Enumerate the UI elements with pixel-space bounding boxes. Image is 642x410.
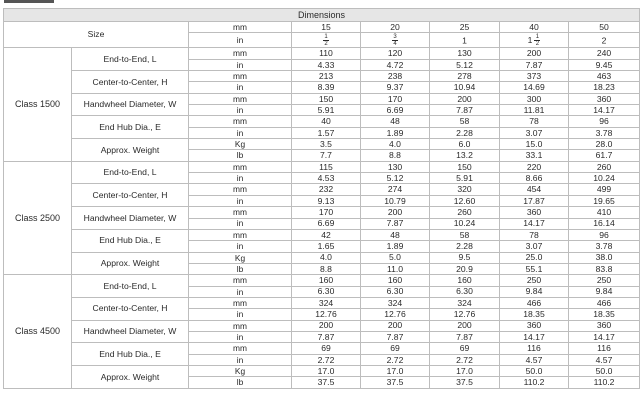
value-cell: 410 [569, 207, 640, 218]
size-in-fraction [534, 34, 540, 47]
value-cell: 9.45 [569, 59, 640, 70]
property-label: Center-to-Center, H [72, 71, 189, 94]
value-cell: 13.2 [430, 150, 500, 161]
value-cell: 5.0 [361, 252, 430, 263]
value-cell: 15.0 [500, 139, 569, 150]
unit-cell: mm [189, 229, 292, 240]
value-cell: 6.30 [430, 286, 500, 297]
value-cell: 250 [500, 275, 569, 286]
value-cell: 14.69 [500, 82, 569, 93]
value-cell: 200 [430, 93, 500, 104]
value-cell: 14.17 [500, 331, 569, 342]
value-cell: 466 [500, 297, 569, 308]
value-cell: 5.91 [430, 173, 500, 184]
unit-cell: in [189, 354, 292, 365]
unit-cell: in [189, 59, 292, 70]
size-unit-in: in [189, 33, 292, 48]
value-cell: 8.8 [292, 263, 361, 274]
value-cell: 37.5 [361, 377, 430, 388]
property-label: End-to-End, L [72, 161, 189, 184]
value-cell: 58 [430, 229, 500, 240]
value-cell: 18.35 [569, 309, 640, 320]
value-cell: 14.17 [569, 105, 640, 116]
value-cell: 3.78 [569, 241, 640, 252]
value-cell: 14.17 [500, 218, 569, 229]
value-cell: 160 [292, 275, 361, 286]
property-label: Handwheel Diameter, W [72, 93, 189, 116]
value-cell: 10.79 [361, 195, 430, 206]
value-cell: 238 [361, 71, 430, 82]
value-cell: 55.1 [500, 263, 569, 274]
value-cell: 160 [430, 275, 500, 286]
unit-cell: lb [189, 150, 292, 161]
value-cell: 454 [500, 184, 569, 195]
table-row [4, 252, 640, 263]
size-unit-mm: mm [189, 22, 292, 33]
value-cell: 6.69 [292, 218, 361, 229]
unit-cell: in [189, 241, 292, 252]
value-cell: 170 [361, 93, 430, 104]
unit-cell: in [189, 195, 292, 206]
size-in-whole: 2 [601, 35, 607, 46]
value-cell: 6.30 [361, 286, 430, 297]
fraction-denominator: 2 [324, 40, 328, 47]
property-label: Center-to-Center, H [72, 297, 189, 320]
value-cell: 240 [569, 48, 640, 59]
property-label: End-to-End, L [72, 275, 189, 298]
dimensions-table [3, 8, 640, 389]
value-cell: 320 [430, 184, 500, 195]
value-cell: 7.87 [430, 105, 500, 116]
value-cell: 12.60 [430, 195, 500, 206]
unit-cell: Kg [189, 252, 292, 263]
size-in-fraction [323, 34, 329, 47]
unit-cell: mm [189, 343, 292, 354]
value-cell: 40 [292, 116, 361, 127]
value-cell: 7.87 [430, 331, 500, 342]
size-mm-cell: 50 [569, 22, 640, 33]
value-cell: 61.7 [569, 150, 640, 161]
value-cell: 324 [292, 297, 361, 308]
value-cell: 2.72 [292, 354, 361, 365]
value-cell: 116 [500, 343, 569, 354]
unit-cell: mm [189, 161, 292, 172]
value-cell: 220 [500, 161, 569, 172]
value-cell: 17.0 [361, 365, 430, 376]
value-cell: 3.07 [500, 127, 569, 138]
value-cell: 12.76 [430, 309, 500, 320]
unit-cell: mm [189, 116, 292, 127]
value-cell: 360 [500, 207, 569, 218]
value-cell: 9.84 [569, 286, 640, 297]
value-cell: 42 [292, 229, 361, 240]
value-cell: 50.0 [500, 365, 569, 376]
value-cell: 6.0 [430, 139, 500, 150]
fraction-numerator: 3 [393, 33, 397, 40]
value-cell: 20.9 [430, 263, 500, 274]
size-in-fraction [392, 34, 398, 47]
unit-cell: mm [189, 207, 292, 218]
top-edge-strip [0, 0, 642, 7]
value-cell: 37.5 [430, 377, 500, 388]
value-cell: 130 [361, 161, 430, 172]
value-cell: 250 [569, 275, 640, 286]
value-cell: 6.69 [361, 105, 430, 116]
unit-cell: in [189, 309, 292, 320]
value-cell: 150 [292, 93, 361, 104]
property-label: End-to-End, L [72, 48, 189, 71]
value-cell: 300 [500, 93, 569, 104]
value-cell: 150 [430, 161, 500, 172]
fraction-numerator: 1 [324, 33, 328, 40]
unit-cell: in [189, 173, 292, 184]
value-cell: 9.37 [361, 82, 430, 93]
value-cell: 360 [569, 320, 640, 331]
table-row [4, 229, 640, 240]
value-cell: 12.76 [361, 309, 430, 320]
table-row [4, 365, 640, 376]
table-row [4, 297, 640, 308]
value-cell: 69 [292, 343, 361, 354]
size-mm-cell: 20 [361, 22, 430, 33]
unit-cell: mm [189, 275, 292, 286]
table-row [4, 184, 640, 195]
unit-cell: mm [189, 297, 292, 308]
unit-cell: in [189, 127, 292, 138]
value-cell: 7.87 [361, 218, 430, 229]
table-row [4, 320, 640, 331]
value-cell: 48 [361, 229, 430, 240]
table-body [4, 22, 640, 389]
unit-cell: mm [189, 320, 292, 331]
value-cell: 4.0 [292, 252, 361, 263]
size-mm-cell: 40 [500, 22, 569, 33]
size-in-cell [500, 33, 569, 48]
value-cell: 33.1 [500, 150, 569, 161]
value-cell: 19.65 [569, 195, 640, 206]
value-cell: 4.0 [361, 139, 430, 150]
value-cell: 110.2 [500, 377, 569, 388]
value-cell: 324 [430, 297, 500, 308]
fraction-denominator: 2 [535, 40, 540, 47]
size-in-cell [292, 33, 361, 48]
class-label: Class 2500 [4, 161, 72, 274]
value-cell: 9.5 [430, 252, 500, 263]
value-cell: 4.33 [292, 59, 361, 70]
unit-cell: in [189, 286, 292, 297]
fraction-denominator: 4 [393, 40, 397, 47]
value-cell: 83.8 [569, 263, 640, 274]
value-cell: 5.91 [292, 105, 361, 116]
property-label: Approx. Weight [72, 139, 189, 162]
value-cell: 278 [430, 71, 500, 82]
property-label: End Hub Dia., E [72, 229, 189, 252]
property-label: Center-to-Center, H [72, 184, 189, 207]
value-cell: 7.87 [361, 331, 430, 342]
value-cell: 2.72 [430, 354, 500, 365]
value-cell: 213 [292, 71, 361, 82]
value-cell: 160 [361, 275, 430, 286]
property-label: End Hub Dia., E [72, 116, 189, 139]
size-in-cell [430, 33, 500, 48]
value-cell: 14.17 [569, 331, 640, 342]
value-cell: 96 [569, 116, 640, 127]
value-cell: 37.5 [292, 377, 361, 388]
value-cell: 48 [361, 116, 430, 127]
value-cell: 10.24 [430, 218, 500, 229]
value-cell: 9.13 [292, 195, 361, 206]
value-cell: 11.81 [500, 105, 569, 116]
size-in-cell [361, 33, 430, 48]
value-cell: 499 [569, 184, 640, 195]
value-cell: 200 [361, 320, 430, 331]
value-cell: 2.72 [361, 354, 430, 365]
value-cell: 170 [292, 207, 361, 218]
table-row [4, 93, 640, 104]
property-label: Approx. Weight [72, 365, 189, 388]
value-cell: 2.28 [430, 127, 500, 138]
property-label: Handwheel Diameter, W [72, 320, 189, 343]
value-cell: 200 [500, 48, 569, 59]
value-cell: 10.94 [430, 82, 500, 93]
value-cell: 12.76 [292, 309, 361, 320]
table-row [4, 71, 640, 82]
table-row [4, 275, 640, 286]
value-cell: 8.66 [500, 173, 569, 184]
size-in-whole: 1 [527, 35, 533, 46]
value-cell: 260 [569, 161, 640, 172]
value-cell: 25.0 [500, 252, 569, 263]
unit-cell: mm [189, 71, 292, 82]
value-cell: 5.12 [430, 59, 500, 70]
value-cell: 69 [430, 343, 500, 354]
unit-cell: in [189, 218, 292, 229]
value-cell: 9.84 [500, 286, 569, 297]
value-cell: 38.0 [569, 252, 640, 263]
size-in-cell [569, 33, 640, 48]
value-cell: 232 [292, 184, 361, 195]
value-cell: 260 [430, 207, 500, 218]
value-cell: 1.89 [361, 127, 430, 138]
unit-cell: Kg [189, 365, 292, 376]
unit-cell: Kg [189, 139, 292, 150]
value-cell: 1.57 [292, 127, 361, 138]
value-cell: 200 [292, 320, 361, 331]
value-cell: 274 [361, 184, 430, 195]
value-cell: 58 [430, 116, 500, 127]
table-title: Dimensions [4, 9, 640, 22]
value-cell: 78 [500, 116, 569, 127]
value-cell: 3.5 [292, 139, 361, 150]
value-cell: 16.14 [569, 218, 640, 229]
unit-cell: in [189, 82, 292, 93]
property-label: Handwheel Diameter, W [72, 207, 189, 230]
value-cell: 69 [361, 343, 430, 354]
value-cell: 3.07 [500, 241, 569, 252]
size-row-mm [4, 22, 640, 33]
unit-cell: lb [189, 377, 292, 388]
value-cell: 4.53 [292, 173, 361, 184]
property-label: Approx. Weight [72, 252, 189, 275]
value-cell: 1.89 [361, 241, 430, 252]
value-cell: 130 [430, 48, 500, 59]
cropped-heading-fragment [4, 0, 54, 3]
value-cell: 17.87 [500, 195, 569, 206]
value-cell: 3.78 [569, 127, 640, 138]
class-label: Class 4500 [4, 275, 72, 388]
value-cell: 115 [292, 161, 361, 172]
value-cell: 360 [569, 93, 640, 104]
class-label: Class 1500 [4, 48, 72, 161]
size-mm-cell: 25 [430, 22, 500, 33]
value-cell: 7.87 [500, 59, 569, 70]
value-cell: 324 [361, 297, 430, 308]
value-cell: 200 [430, 320, 500, 331]
unit-cell: lb [189, 263, 292, 274]
value-cell: 18.35 [500, 309, 569, 320]
unit-cell: mm [189, 184, 292, 195]
table-row [4, 161, 640, 172]
value-cell: 466 [569, 297, 640, 308]
value-cell: 6.30 [292, 286, 361, 297]
value-cell: 17.0 [430, 365, 500, 376]
value-cell: 116 [569, 343, 640, 354]
value-cell: 28.0 [569, 139, 640, 150]
value-cell: 4.72 [361, 59, 430, 70]
value-cell: 8.8 [361, 150, 430, 161]
value-cell: 4.57 [500, 354, 569, 365]
value-cell: 463 [569, 71, 640, 82]
table-row [4, 343, 640, 354]
value-cell: 200 [361, 207, 430, 218]
value-cell: 96 [569, 229, 640, 240]
value-cell: 50.0 [569, 365, 640, 376]
value-cell: 110.2 [569, 377, 640, 388]
table-row [4, 116, 640, 127]
fraction-numerator: 1 [535, 33, 540, 40]
value-cell: 373 [500, 71, 569, 82]
value-cell: 4.57 [569, 354, 640, 365]
size-mm-cell: 15 [292, 22, 361, 33]
property-label: End Hub Dia., E [72, 343, 189, 366]
value-cell: 120 [361, 48, 430, 59]
value-cell: 2.28 [430, 241, 500, 252]
value-cell: 360 [500, 320, 569, 331]
value-cell: 17.0 [292, 365, 361, 376]
unit-cell: in [189, 331, 292, 342]
value-cell: 7.7 [292, 150, 361, 161]
value-cell: 5.12 [361, 173, 430, 184]
table-row [4, 207, 640, 218]
value-cell: 11.0 [361, 263, 430, 274]
table-row [4, 48, 640, 59]
value-cell: 8.39 [292, 82, 361, 93]
size-label: Size [4, 22, 189, 48]
value-cell: 110 [292, 48, 361, 59]
unit-cell: in [189, 105, 292, 116]
size-in-whole: 1 [462, 35, 467, 46]
value-cell: 7.87 [292, 331, 361, 342]
value-cell: 78 [500, 229, 569, 240]
unit-cell: mm [189, 93, 292, 104]
table-row [4, 139, 640, 150]
unit-cell: mm [189, 48, 292, 59]
value-cell: 1.65 [292, 241, 361, 252]
value-cell: 10.24 [569, 173, 640, 184]
value-cell: 18.23 [569, 82, 640, 93]
